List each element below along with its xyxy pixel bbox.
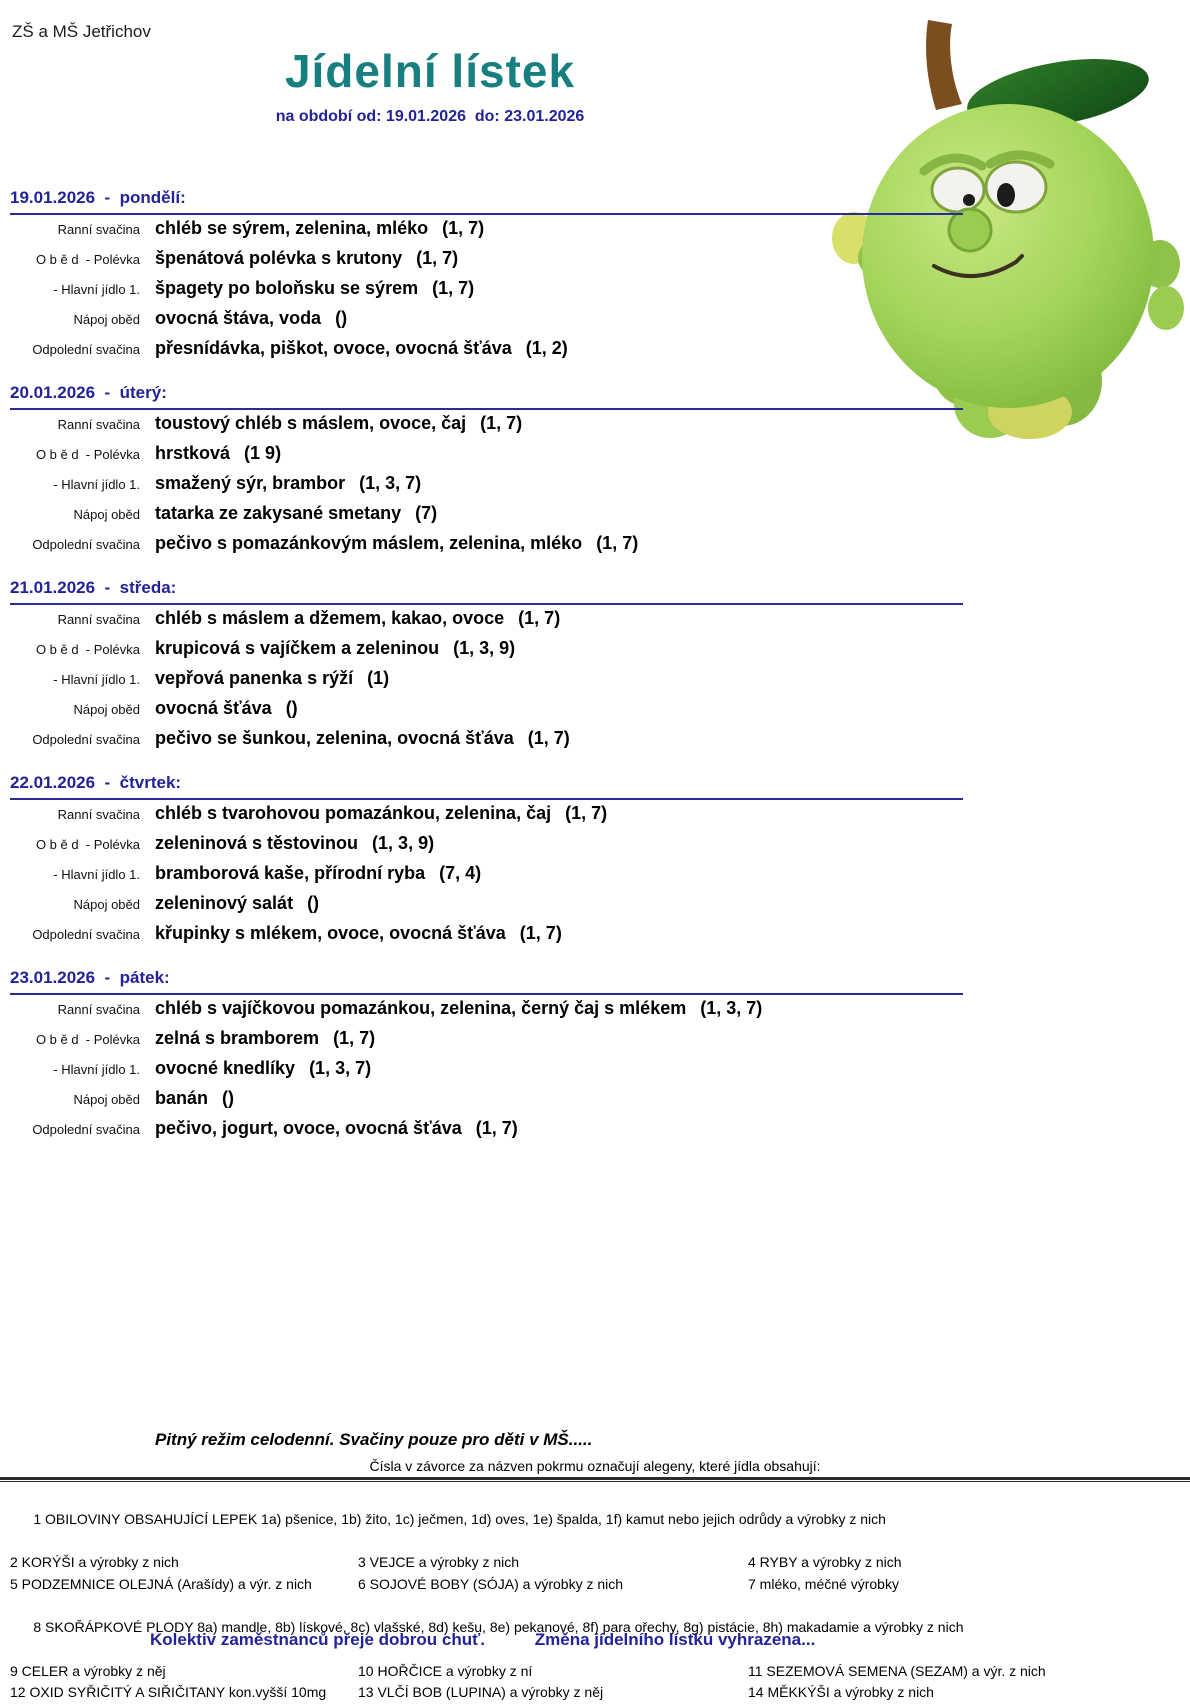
allergen-item: 3 VEJCE a výrobky z nich bbox=[358, 1554, 520, 1571]
menu-row bbox=[10, 413, 963, 443]
meal-allergens: (1, 7) bbox=[596, 533, 639, 553]
day-header: 19.01.2026 - pondělí: bbox=[10, 188, 963, 215]
footer bbox=[150, 1630, 815, 1650]
menu-row bbox=[10, 1088, 963, 1118]
day-header: 23.01.2026 - pátek: bbox=[10, 968, 963, 995]
meal-food: pečivo s pomazánkovým máslem, zelenina, mléko bbox=[155, 533, 583, 553]
meal-food: ovocné knedlíky bbox=[155, 1058, 296, 1078]
meal-food: smažený sýr, brambor bbox=[155, 473, 346, 493]
day-section-tuesday bbox=[10, 383, 963, 563]
meal-food: pečivo, jogurt, ovoce, ovocná šťáva bbox=[155, 1118, 462, 1138]
meal-allergens: (1, 3, 7) bbox=[700, 998, 763, 1018]
day-header: 22.01.2026 - čtvrtek: bbox=[10, 773, 963, 800]
meal-food: přesnídávka, piškot, ovoce, ovocná šťáva bbox=[155, 338, 512, 358]
menu-row bbox=[10, 893, 963, 923]
meal-allergens: (1, 3, 9) bbox=[372, 833, 435, 853]
meal-allergens: (1, 7) bbox=[432, 278, 475, 298]
menu-row bbox=[10, 608, 963, 638]
menu-row bbox=[10, 1028, 963, 1058]
allergen-row bbox=[10, 1487, 1182, 1552]
meal-food: špenátová polévka s krutony bbox=[155, 248, 403, 268]
meal-allergens: (1 9) bbox=[244, 443, 282, 463]
menu-row bbox=[10, 698, 963, 728]
allergen-item: 4 RYBY a výrobky z nich bbox=[748, 1554, 902, 1571]
menu-row bbox=[10, 998, 963, 1028]
menu-row bbox=[10, 218, 963, 248]
allergen-item: 10 HOŘČICE a výrobky z ní bbox=[358, 1662, 533, 1679]
meal-food: toustový chléb s máslem, ovoce, čaj bbox=[155, 413, 467, 433]
meal-label: Ranní svačina bbox=[57, 417, 140, 432]
allergen-item: 6 SOJOVÉ BOBY (SÓJA) a výrobky z nich bbox=[358, 1575, 624, 1592]
meal-label: - Hlavní jídlo 1. bbox=[53, 672, 140, 687]
meal-label: O b ě d - Polévka bbox=[35, 837, 140, 852]
meal-label: Nápoj oběd bbox=[73, 507, 140, 522]
meal-food: ovocná štáva, voda bbox=[155, 308, 322, 328]
allergen-item: 9 CELER a výrobky z něj bbox=[10, 1662, 166, 1679]
allergen-item: 14 MĚKKÝŠI a výrobky z nich bbox=[748, 1684, 934, 1701]
allergen-row bbox=[10, 1596, 1182, 1661]
menu-row bbox=[10, 638, 963, 668]
allergen-item: 7 mléko, méčné výrobky bbox=[748, 1575, 899, 1592]
meal-food: ovocná šťáva bbox=[155, 698, 272, 718]
meal-food: hrstková bbox=[155, 443, 231, 463]
menu-row bbox=[10, 473, 963, 503]
menu-row bbox=[10, 863, 963, 893]
allergen-item: 2 KORÝŠI a výrobky z nich bbox=[10, 1554, 179, 1571]
menu-row bbox=[10, 308, 963, 338]
allergen-intro-note: Čísla v závorce za názven pokrmu označují alegeny, které jídla obsahují: bbox=[369, 1458, 821, 1474]
meal-allergens: () bbox=[307, 893, 320, 913]
meal-food: chléb s vajíčkovou pomazánkou, zelenina, černý čaj s mlékem bbox=[155, 998, 687, 1018]
meal-label: Ranní svačina bbox=[57, 807, 140, 822]
date-range-subtitle: na období od: 19.01.2026 do: 23.01.2026 bbox=[275, 108, 585, 125]
meal-food: zeleninový salát bbox=[155, 893, 294, 913]
meal-label: Ranní svačina bbox=[57, 1002, 140, 1017]
meal-food: vepřová panenka s rýží bbox=[155, 668, 354, 688]
allergen-row bbox=[10, 1661, 1182, 1683]
meal-label: O b ě d - Polévka bbox=[35, 1032, 140, 1047]
menu-row bbox=[10, 338, 963, 368]
meal-allergens: (1, 7) bbox=[527, 728, 570, 748]
meal-allergens: (1, 3, 7) bbox=[309, 1058, 372, 1078]
meal-label: Nápoj oběd bbox=[73, 897, 140, 912]
allergen-item: 12 OXID SYŘIČITÝ A SIŘIČITANY kon.vyšší 10mg bbox=[10, 1684, 327, 1701]
meal-food: bramborová kaše, přírodní ryba bbox=[155, 863, 426, 883]
page-title: Jídelní lístek bbox=[284, 45, 576, 97]
school-name: ZŠ a MŠ Jetřichov bbox=[12, 22, 151, 41]
meal-label: O b ě d - Polévka bbox=[35, 642, 140, 657]
meal-label: Odpolední svačina bbox=[32, 1122, 140, 1137]
meal-food: tatarka ze zakysané smetany bbox=[155, 503, 402, 523]
meal-label: Nápoj oběd bbox=[73, 702, 140, 717]
footer-wish: Kolektiv zaměstnanců přeje dobrou chuť. bbox=[150, 1630, 485, 1649]
meal-label: - Hlavní jídlo 1. bbox=[53, 282, 140, 297]
day-header: 20.01.2026 - úterý: bbox=[10, 383, 963, 410]
menu-row bbox=[10, 803, 963, 833]
allergen-row bbox=[10, 1574, 1182, 1596]
meal-food: pečivo se šunkou, zelenina, ovocná šťáva bbox=[155, 728, 514, 748]
menu-row bbox=[10, 923, 963, 953]
meal-label: Odpolední svačina bbox=[32, 342, 140, 357]
day-section-monday bbox=[10, 188, 963, 368]
menu-row bbox=[10, 443, 963, 473]
meal-label: Odpolední svačina bbox=[32, 732, 140, 747]
menu-row bbox=[10, 278, 963, 308]
meal-label: Ranní svačina bbox=[57, 612, 140, 627]
allergen-item: 1 OBILOVINY OBSAHUJÍCÍ LEPEK 1a) pšenice, 1b) žito, 1c) ječmen, 1d) oves, 1e) špalda, 1f) kamut nebo jejich odrůdy a výrobky z nich bbox=[33, 1510, 886, 1527]
day-section-thursday bbox=[10, 773, 963, 953]
allergen-row bbox=[10, 1552, 1182, 1574]
meal-food: krupicová s vajíčkem a zeleninou bbox=[155, 638, 440, 658]
meal-label: Nápoj oběd bbox=[73, 1092, 140, 1107]
meal-label: O b ě d - Polévka bbox=[35, 252, 140, 267]
footer-disclaimer: Změna jídelního lístku vyhrazena... bbox=[534, 1630, 816, 1649]
day-section-friday bbox=[10, 968, 963, 1148]
menu-row bbox=[10, 1118, 963, 1148]
meal-label: - Hlavní jídlo 1. bbox=[53, 867, 140, 882]
meal-allergens: (1) bbox=[367, 668, 390, 688]
allergen-item: 5 PODZEMNICE OLEJNÁ (Arašídy) a výr. z nich bbox=[10, 1575, 312, 1592]
day-header: 21.01.2026 - středa: bbox=[10, 578, 963, 605]
meal-allergens: () bbox=[335, 308, 348, 328]
meal-label: O b ě d - Polévka bbox=[35, 447, 140, 462]
menu-row bbox=[10, 503, 963, 533]
menu-row bbox=[10, 833, 963, 863]
drinking-regime-note: Pitný režim celodenní. Svačiny pouze pro děti v MŠ..... bbox=[155, 1430, 593, 1449]
meal-food: špagety po boloňsku se sýrem bbox=[155, 278, 419, 298]
meal-allergens: () bbox=[222, 1088, 235, 1108]
meal-allergens: (1, 3, 7) bbox=[359, 473, 422, 493]
meal-food: chléb s tvarohovou pomazánkou, zelenina, čaj bbox=[155, 803, 552, 823]
meal-allergens: (1, 7) bbox=[416, 248, 459, 268]
menu-row bbox=[10, 1058, 963, 1088]
meal-allergens: (1, 7) bbox=[442, 218, 485, 238]
meal-label: Odpolední svačina bbox=[32, 927, 140, 942]
allergen-row bbox=[10, 1682, 1182, 1704]
meal-food: zelná s bramborem bbox=[155, 1028, 320, 1048]
allergen-item: 8 SKOŘÁPKOVÉ PLODY 8a) mandle, 8b) lískové, 8c) vlašské, 8d) kešu, 8e) pekanové, 8f) para ořechy, 8g) pistácie, 8h) makadamie a výrobky z nich bbox=[33, 1619, 964, 1636]
meal-food: banán bbox=[155, 1088, 209, 1108]
menu-row bbox=[10, 668, 963, 698]
meal-allergens: (1, 2) bbox=[525, 338, 568, 358]
menu-row bbox=[10, 248, 963, 278]
meal-allergens: (1, 7) bbox=[475, 1118, 518, 1138]
meal-label: Odpolední svačina bbox=[32, 537, 140, 552]
meal-label: Nápoj oběd bbox=[73, 312, 140, 327]
meal-allergens: (1, 3, 9) bbox=[453, 638, 516, 658]
meal-allergens: (1, 7) bbox=[565, 803, 608, 823]
meal-food: chléb se sýrem, zelenina, mléko bbox=[155, 218, 429, 238]
allergen-item: 11 SEZEMOVÁ SEMENA (SEZAM) a výr. z nich bbox=[748, 1662, 1046, 1679]
meal-food: zeleninová s těstovinou bbox=[155, 833, 359, 853]
meal-food: chléb s máslem a džemem, kakao, ovoce bbox=[155, 608, 505, 628]
menu-row bbox=[10, 728, 963, 758]
meal-food: křupinky s mlékem, ovoce, ovocná šťáva bbox=[155, 923, 506, 943]
meal-label: - Hlavní jídlo 1. bbox=[53, 477, 140, 492]
meal-allergens: () bbox=[285, 698, 298, 718]
menu-row bbox=[10, 533, 963, 563]
meal-allergens: (1, 7) bbox=[480, 413, 523, 433]
allergen-legend bbox=[10, 1487, 1182, 1704]
weekly-menu bbox=[10, 188, 963, 1163]
allergen-divider-line bbox=[0, 1477, 1190, 1483]
meal-allergens: (1, 7) bbox=[519, 923, 562, 943]
meal-label: - Hlavní jídlo 1. bbox=[53, 1062, 140, 1077]
allergen-item: 13 VLČÍ BOB (LUPINA) a výrobky z něj bbox=[358, 1684, 604, 1701]
meal-label: Ranní svačina bbox=[57, 222, 140, 237]
meal-allergens: (1, 7) bbox=[333, 1028, 376, 1048]
day-section-wednesday bbox=[10, 578, 963, 758]
meal-allergens: (1, 7) bbox=[518, 608, 561, 628]
meal-allergens: (7) bbox=[415, 503, 438, 523]
meal-allergens: (7, 4) bbox=[439, 863, 482, 883]
